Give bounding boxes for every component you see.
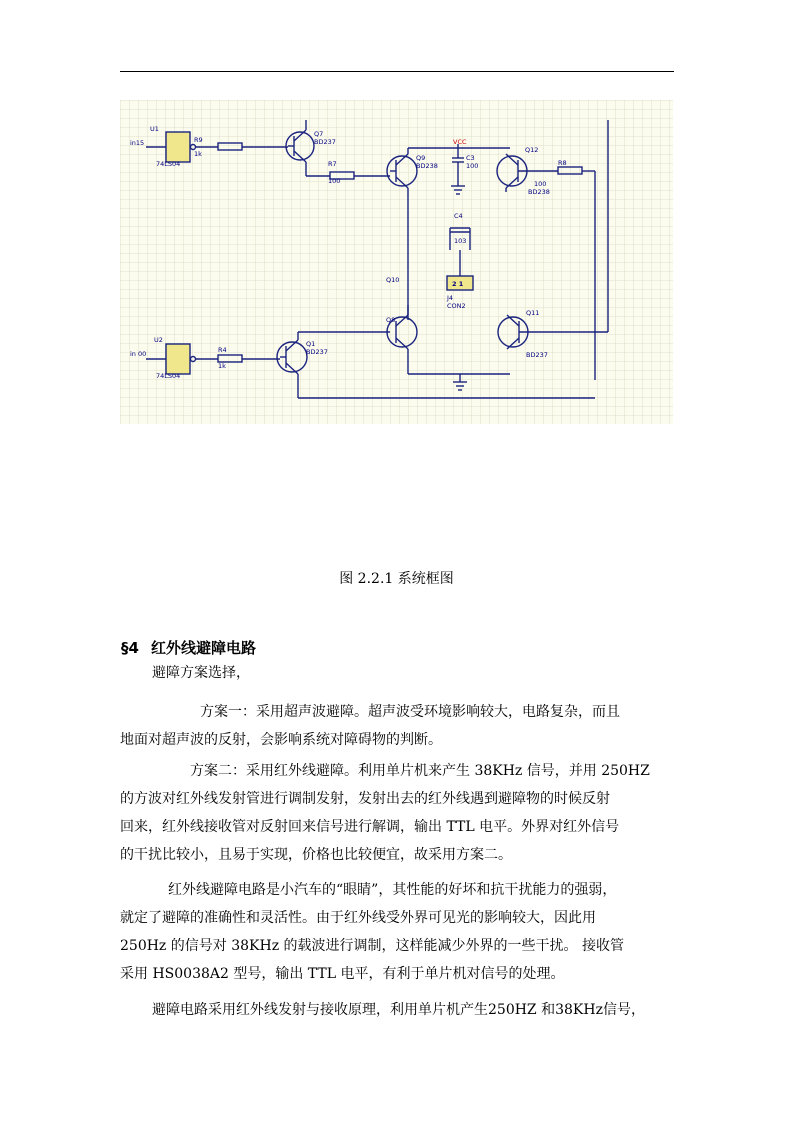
svg-text:C3: C3	[466, 154, 475, 162]
svg-text:1k: 1k	[218, 362, 226, 370]
svg-text:1k: 1k	[194, 150, 202, 158]
svg-text:in 00: in 00	[130, 350, 147, 358]
svg-text:Q7: Q7	[314, 130, 324, 138]
svg-text:74LS04: 74LS04	[156, 372, 181, 380]
svg-text:BD237: BD237	[526, 351, 548, 359]
svg-text:VCC: VCC	[453, 138, 467, 146]
paragraph-line: 就定了避障的准确性和灵活性。由于红外线受外界可见光的影响较大，因此用	[120, 910, 596, 926]
svg-text:C4: C4	[454, 212, 463, 220]
svg-text:J4: J4	[447, 294, 454, 302]
paragraph-line: 避障电路采用红外线发射与接收原理，利用单片机产生250HZ 和38KHz信号，	[152, 1002, 645, 1018]
paragraph-line: 方案一：采用超声波避障。超声波受环境影响较大，电路复杂，而且	[200, 704, 620, 720]
paragraph-line: 采用 HS0038A2 型号，输出 TTL 电平，有利于单片机对信号的处理。	[120, 966, 565, 982]
section-title: 红外线避障电路	[150, 639, 256, 657]
svg-text:100: 100	[328, 177, 341, 185]
section-heading	[121, 637, 256, 658]
svg-text:2 1: 2 1	[452, 280, 464, 288]
header-rule	[120, 71, 674, 72]
paragraph-line: 的方波对红外线发射管进行调制发射，发射出去的红外线遇到避障物的时候反射	[120, 791, 610, 807]
scheme-selection-text: 避障方案选择，	[152, 665, 250, 681]
svg-text:Q12: Q12	[525, 146, 539, 154]
paragraph-scheme-one	[120, 698, 620, 754]
svg-text:CON2: CON2	[447, 302, 466, 310]
svg-text:Q10: Q10	[386, 276, 400, 284]
svg-text:100: 100	[534, 180, 547, 188]
paragraph-line: 250Hz 的信号对 38KHz 的载波进行调制，这样能减少外界的一些干扰。 接收管	[120, 938, 624, 954]
svg-text:103: 103	[454, 237, 467, 245]
svg-text:BD237: BD237	[314, 138, 336, 146]
circuit-diagram	[120, 100, 673, 424]
svg-text:Q9: Q9	[416, 154, 426, 162]
paragraph-line: 方案二：采用红外线避障。利用单片机来产生 38KHz 信号，并用 250HZ	[190, 763, 650, 779]
paragraph-line: 红外线避障电路是小汽车的“眼睛”，其性能的好坏和抗干扰能力的强弱，	[168, 882, 617, 898]
paragraph-line: 回来，红外线接收管对反射回来信号进行解调，输出 TTL 电平。外界对红外信号	[120, 819, 620, 835]
svg-text:BD238: BD238	[528, 188, 550, 196]
paragraph-avoidance-circuit	[152, 996, 645, 1024]
svg-text:BD237: BD237	[306, 348, 328, 356]
svg-text:R9: R9	[194, 136, 203, 144]
svg-text:U2: U2	[154, 336, 163, 344]
svg-text:in15: in15	[130, 139, 145, 147]
section-number: §4	[121, 639, 139, 657]
figure-caption: 图 2.2.1 系统框图	[339, 571, 454, 587]
svg-text:100: 100	[466, 162, 479, 170]
svg-text:R7: R7	[328, 160, 337, 168]
svg-text:BD238: BD238	[416, 162, 438, 170]
paragraph-line: 地面对超声波的反射，会影响系统对障碍物的判断。	[120, 732, 442, 748]
svg-text:R4: R4	[218, 346, 227, 354]
svg-text:R8: R8	[558, 159, 567, 167]
paragraph-scheme-two	[120, 757, 650, 869]
svg-text:Q8: Q8	[386, 316, 396, 324]
paragraph-infrared-eyes	[120, 876, 624, 988]
svg-text:U1: U1	[150, 125, 159, 133]
paragraph-line: 的干扰比较小，且易于实现，价格也比较便宜，故采用方案二。	[120, 847, 512, 863]
svg-text:Q11: Q11	[526, 309, 540, 317]
svg-text:74LS04: 74LS04	[156, 160, 181, 168]
svg-text:Q1: Q1	[306, 340, 316, 348]
